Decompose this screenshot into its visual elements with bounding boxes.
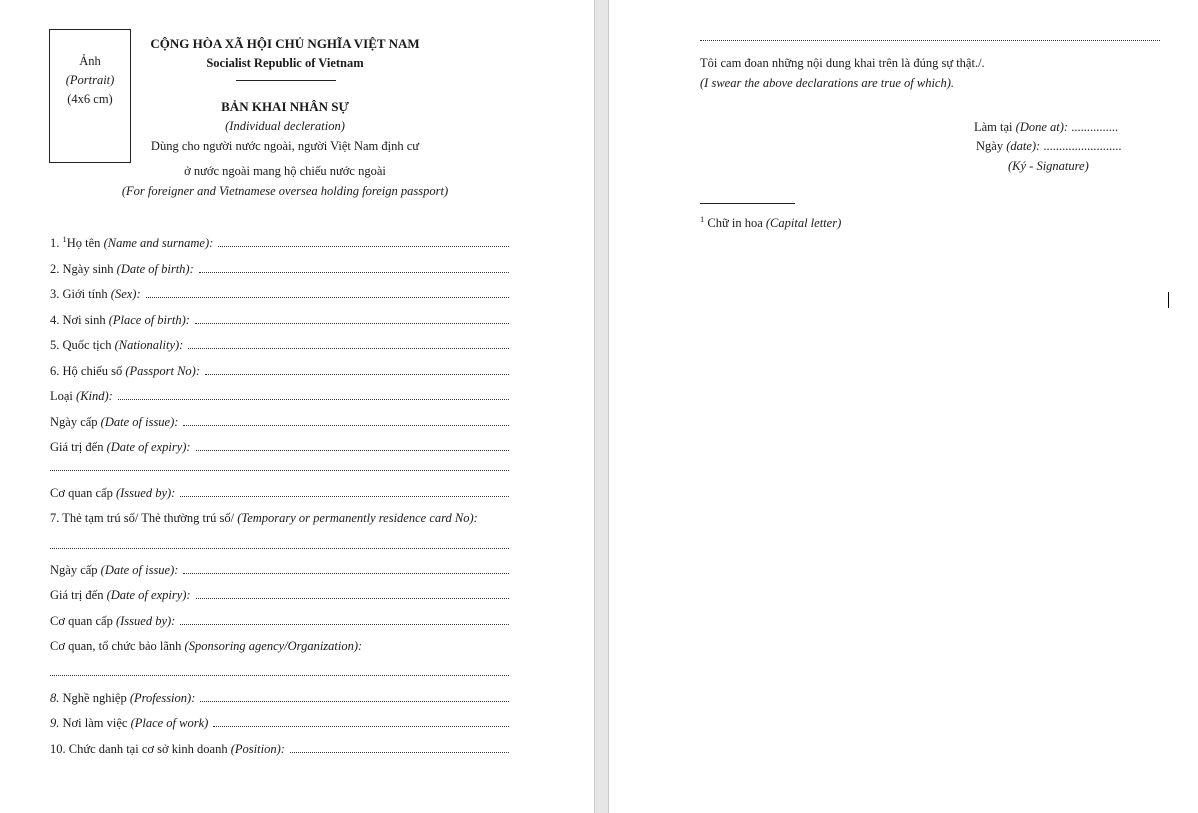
field-position[interactable] bbox=[50, 740, 509, 757]
field-label: Giá trị đến (Date of expiry): bbox=[50, 440, 191, 454]
fill-line[interactable] bbox=[188, 345, 509, 349]
fill-line[interactable] bbox=[205, 371, 509, 375]
form-title-vi: BẢN KHAI NHÂN SỰ bbox=[221, 99, 349, 114]
field-label: 2. Ngày sinh (Date of birth): bbox=[50, 262, 194, 276]
usage-line-1: Dùng cho người nước ngoài, người Việt Nam định cư bbox=[150, 139, 420, 153]
fill-line[interactable] bbox=[118, 396, 509, 400]
field-profession[interactable] bbox=[50, 689, 509, 706]
text-cursor bbox=[1168, 292, 1169, 308]
fill-line[interactable] bbox=[146, 294, 509, 298]
fill-line[interactable] bbox=[50, 545, 509, 549]
date-line[interactable]: Ngày (date): ......................... bbox=[976, 139, 1122, 153]
field-label: 3. Giới tính (Sex): bbox=[50, 287, 141, 301]
photo-size: (4x6 cm) bbox=[67, 92, 113, 106]
field-sponsoring-agency-line[interactable] bbox=[50, 663, 509, 680]
field-place-of-birth[interactable] bbox=[50, 311, 509, 328]
field-passport-kind[interactable] bbox=[50, 387, 509, 404]
field-sex[interactable] bbox=[50, 285, 509, 302]
signature-label: (Ký - Signature) bbox=[1008, 159, 1089, 173]
field-residence-card-line[interactable] bbox=[50, 536, 509, 553]
fill-line[interactable] bbox=[196, 447, 509, 451]
field-label: 6. Hộ chiếu số (Passport No): bbox=[50, 364, 200, 378]
field-passport-no[interactable] bbox=[50, 362, 509, 379]
fill-line[interactable] bbox=[213, 723, 509, 727]
field-nationality[interactable] bbox=[50, 336, 509, 353]
fill-line[interactable] bbox=[200, 698, 509, 702]
form-title-en: (Individual decleration) bbox=[225, 119, 345, 133]
field-card-date-of-expiry[interactable] bbox=[50, 586, 509, 603]
footnote-separator bbox=[700, 203, 795, 204]
usage-line-en: (For foreigner and Vietnamese oversea holding foreign passport) bbox=[121, 184, 449, 198]
country-name-en: Socialist Republic of Vietnam bbox=[206, 56, 364, 70]
fill-line[interactable] bbox=[180, 493, 509, 497]
field-label: 7. Thẻ tạm trú số/ Thẻ thường trú số/ (Temporary or permanently residence card No): bbox=[50, 511, 478, 525]
field-label: Ngày cấp (Date of issue): bbox=[50, 563, 179, 577]
field-label: Giá trị đến (Date of expiry): bbox=[50, 588, 191, 602]
photo-placeholder bbox=[49, 29, 131, 163]
fill-line[interactable] bbox=[183, 570, 509, 574]
usage-line-2: ở nước ngoài mang hộ chiếu nước ngoài bbox=[184, 164, 386, 178]
fill-line[interactable] bbox=[218, 243, 509, 247]
field-label: Ngày cấp (Date of issue): bbox=[50, 415, 179, 429]
declaration-en: (I swear the above declarations are true of which). bbox=[700, 76, 955, 90]
fill-line[interactable] bbox=[183, 422, 509, 426]
fill-line[interactable] bbox=[50, 467, 509, 471]
field-card-date-of-issue[interactable] bbox=[50, 561, 509, 578]
field-sponsoring-agency bbox=[50, 637, 509, 654]
field-label: 8. Nghề nghiệp (Profession): bbox=[50, 691, 196, 705]
field-blank-line[interactable] bbox=[50, 458, 509, 475]
photo-label-en: (Portrait) bbox=[65, 73, 115, 87]
field-label: 1. $^1$Họ tên (Name and surname): bbox=[50, 234, 214, 250]
field-label: 10. Chức danh tại cơ sở kinh doanh (Position): bbox=[50, 742, 285, 756]
header-divider bbox=[236, 80, 336, 81]
field-card-issued-by[interactable] bbox=[50, 612, 509, 629]
done-at-line[interactable]: Làm tại (Done at): ............... bbox=[974, 120, 1119, 134]
field-residence-card-no bbox=[50, 509, 509, 526]
field-label: 5. Quốc tịch (Nationality): bbox=[50, 338, 184, 352]
field-label: Cơ quan cấp (Issued by): bbox=[50, 614, 176, 628]
field-passport-date-of-issue[interactable] bbox=[50, 413, 509, 430]
field-name[interactable] bbox=[50, 234, 509, 251]
fill-line[interactable] bbox=[195, 320, 509, 324]
field-label: 4. Nơi sinh (Place of birth): bbox=[50, 313, 190, 327]
field-label: Cơ quan, tổ chức bảo lãnh (Sponsoring agency/Organization): bbox=[50, 639, 363, 653]
declaration-vi: Tôi cam đoan những nội dung khai trên là đúng sự thật./. bbox=[700, 56, 985, 70]
fill-line[interactable] bbox=[50, 672, 509, 676]
fill-line[interactable] bbox=[290, 749, 509, 753]
fill-line[interactable] bbox=[199, 269, 509, 273]
country-name-vi: CỘNG HÒA XÃ HỘI CHỦ NGHĨA VIỆT NAM bbox=[150, 36, 420, 51]
field-label: Loại (Kind): bbox=[50, 389, 113, 403]
field-date-of-birth[interactable] bbox=[50, 260, 509, 277]
fill-line[interactable] bbox=[180, 621, 509, 625]
field-passport-date-of-expiry[interactable] bbox=[50, 438, 509, 455]
footnote: $^1$ Chữ in hoa (Capital letter) bbox=[700, 213, 842, 230]
page-gutter bbox=[594, 0, 609, 813]
field-passport-issued-by[interactable] bbox=[50, 484, 509, 501]
field-label: 9. Nơi làm việc (Place of work) bbox=[50, 716, 209, 730]
photo-label: Ảnh bbox=[79, 54, 101, 68]
continuation-dotted-line[interactable] bbox=[700, 40, 1160, 41]
field-place-of-work[interactable] bbox=[50, 714, 509, 731]
field-label: Cơ quan cấp (Issued by): bbox=[50, 486, 176, 500]
fill-line[interactable] bbox=[196, 595, 509, 599]
